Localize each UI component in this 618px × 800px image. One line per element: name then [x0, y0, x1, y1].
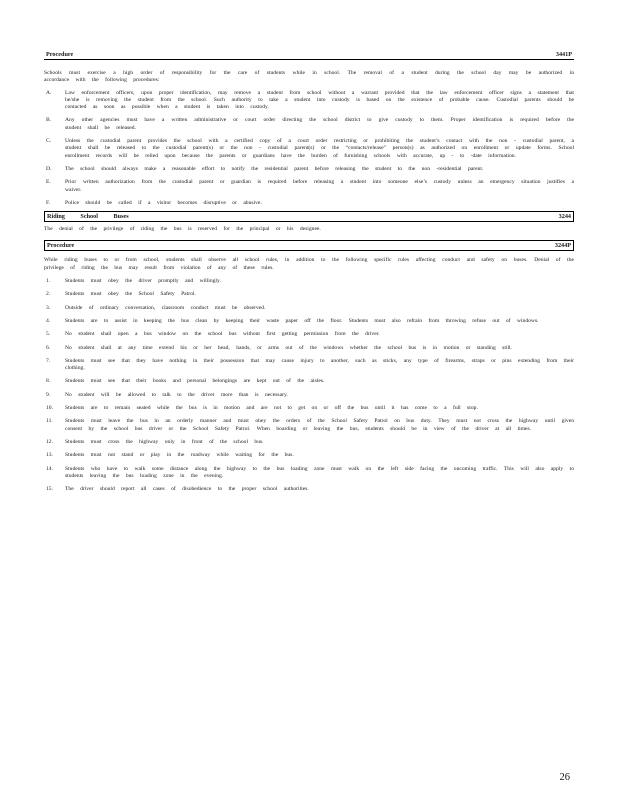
item-text: Students must obey the School Safety Patrol.	[65, 291, 196, 298]
item-text: Students must not stand or play in the roadway while waiting for the bus.	[65, 452, 294, 459]
list-item	[44, 318, 574, 325]
bus-rules-list	[44, 278, 574, 493]
item-marker: 11.	[46, 418, 53, 425]
item-marker: 15.	[46, 486, 53, 493]
policy-paragraph: The denial of the privilege of riding the bus is reserved for the principal or his designee.	[44, 226, 321, 233]
section-label: Procedure	[46, 51, 74, 58]
list-item	[44, 486, 574, 493]
item-marker: 4.	[46, 317, 51, 324]
list-item	[44, 166, 574, 173]
item-text: Students are to remain seated while the bus is in motion and are not to get on or off the bus until it has come to a full stop.	[65, 405, 478, 412]
item-marker: F.	[46, 199, 51, 206]
item-text: No student shall open a bus window on the school bus without first getting permission from the driver.	[65, 331, 380, 338]
list-item	[44, 392, 574, 399]
item-text: Students must see that they have nothing in their possession that may cause injury to another, such as sticks, any type of firearms, straps or pins extending from their clothing.	[65, 357, 574, 372]
item-marker: D.	[46, 165, 52, 172]
page-number: 26	[559, 772, 570, 783]
item-marker: 1.	[46, 278, 51, 285]
intro-paragraph: While riding buses to or from school, students shall observe all school rules, in addition to the following specific rules affecting conduct and safety on buses. Denial of the privilege of riding the bus may result from violation of any of these rules.	[44, 257, 574, 271]
list-item	[44, 278, 574, 285]
document-page	[44, 50, 574, 493]
policy-number: 3244P	[554, 242, 571, 250]
list-item	[44, 331, 574, 338]
list-item	[44, 405, 574, 412]
list-item	[44, 305, 574, 312]
policy-number: 3244	[558, 213, 571, 221]
policy-title: Riding School Buses	[47, 213, 129, 221]
list-item	[44, 418, 574, 433]
list-item	[44, 90, 574, 112]
item-marker: 14.	[46, 465, 53, 472]
item-text: Students must obey the driver promptly and willingly.	[65, 278, 221, 285]
item-marker: 3.	[46, 304, 51, 311]
item-text: No student will be allowed to talk to the driver more than is necessary.	[65, 391, 288, 398]
item-marker: 13.	[46, 452, 53, 459]
list-item	[44, 117, 574, 132]
list-item	[44, 345, 574, 352]
procedure-header	[44, 50, 574, 60]
list-item	[44, 358, 574, 373]
item-text: Students must see that their books and personal belongings are kept out of the aisles.	[65, 378, 325, 385]
list-item	[44, 291, 574, 298]
item-text: Police should be called if a visitor becomes disruptive or abusive.	[65, 199, 262, 206]
section-label: Procedure	[47, 242, 75, 250]
item-marker: C.	[46, 138, 52, 145]
item-text: The driver should report all cases of disobedience to the proper school authorities.	[65, 486, 309, 493]
item-text: Students must leave the bus in an orderly manner and must obey the orders of the School Safety Patrol on bus duty. They must not cross the highway until given consent by the school bus driver or the School Safety Patrol. When boarding or leaving the bus, students should be in view of the driver at all times.	[65, 418, 574, 432]
item-marker: 10.	[46, 405, 53, 412]
item-marker: E.	[46, 179, 51, 186]
item-marker: 6.	[46, 344, 51, 351]
item-text: Students are to assist in keeping the bus clean by keeping their waste paper off the floor. Students must also refrain from throwing refuse out of windows.	[65, 317, 539, 324]
item-text: Any other agencies must have a written administrative or court order directing the school district to give custody to them. Proper identification is required before the student shall be released.	[65, 117, 574, 131]
item-marker: B.	[46, 117, 52, 124]
list-item	[44, 179, 574, 194]
intro-paragraph: Schools must exercise a high order of responsibility for the care of students while in school. The removal of a student during the school day may be authorized in accordance with the following procedures:	[44, 70, 574, 84]
item-marker: 9.	[46, 391, 51, 398]
item-text: The school should always make a reasonable effort to notify the residential parent before releasing the student to the non -residential parent.	[65, 165, 484, 172]
item-text: Students must cross the highway only in front of the school bus.	[65, 438, 264, 445]
list-item	[44, 439, 574, 446]
item-marker: 8.	[46, 378, 51, 385]
policy-number: 3441P	[555, 51, 572, 58]
list-item	[44, 466, 574, 481]
item-text: Unless the custodial parent provides the school with a certified copy of a court order restricting or prohibiting the student’s contact with the non - custodial parent, a student shall be released to the custodial parent(s) or the non - custodial parent(s) or the “contacts/release” person(s) as authorized on enrollment or update forms. School enrollment records will be relied upon because the parents or guardians have the burden of furnishing schools with accurate, up - to -date information.	[65, 138, 574, 159]
policy-title-box	[44, 211, 574, 222]
item-marker: 2.	[46, 291, 51, 298]
item-text: Outside of ordinary conversation, classroom conduct must be observed.	[65, 304, 266, 311]
list-item	[44, 138, 574, 160]
item-marker: 5.	[46, 331, 51, 338]
procedure-header	[44, 240, 574, 251]
item-text: Prior written authorization from the custodial parent or guardian is required before releasing a student into someone else’s custody unless an emergency situation justifies a waiver.	[65, 179, 574, 193]
list-item	[44, 452, 574, 459]
procedure-list	[44, 90, 574, 208]
item-text: Law enforcement officers, upon proper identification, may remove a student from school without a warrant provided that the law enforcement officer signs a statement that he/she is removing the student from the school. Such authority to take a student into custody is based on the existence of probable cause. Custodial parents should be contacted as soon as possible when a student is taken into custody.	[65, 89, 574, 111]
item-marker: 12.	[46, 438, 53, 445]
item-marker: 7.	[46, 357, 51, 364]
list-item	[44, 378, 574, 385]
item-text: No student shall at any time extend his or her head, hands, or arms out of the windows whether the school bus is in motion or standing still.	[65, 344, 512, 351]
list-item	[44, 200, 574, 207]
item-marker: A.	[46, 89, 52, 96]
item-text: Students who have to walk some distance along the highway to the bus loading zone must walk on the left side facing the oncoming traffic. This will also apply to students leaving the bus loading zone in the evening.	[65, 465, 574, 479]
